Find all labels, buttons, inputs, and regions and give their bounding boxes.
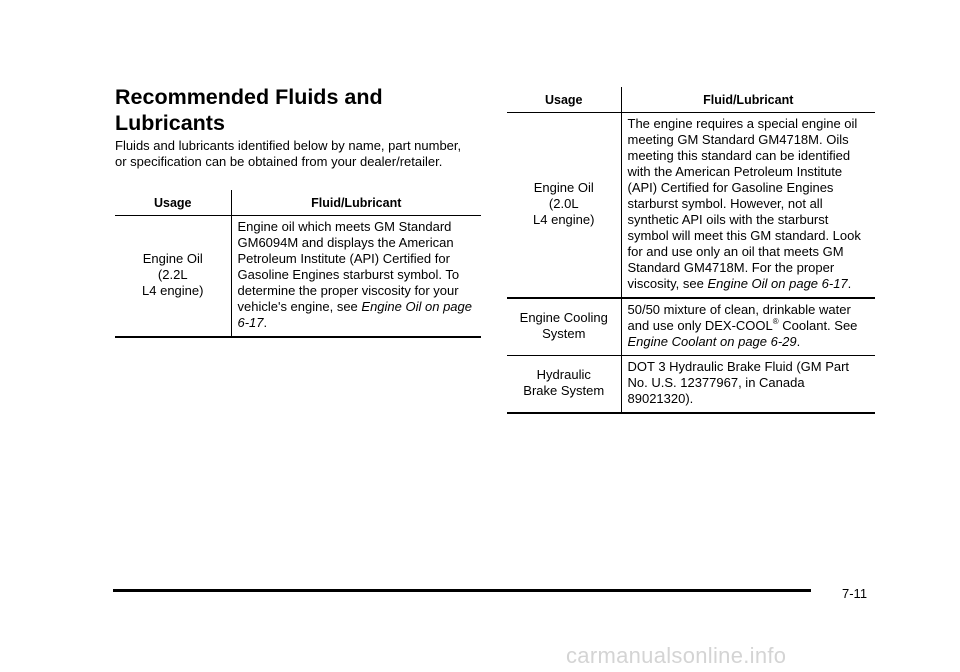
cross-reference-link[interactable]: Engine Oil on page 6-17 xyxy=(237,299,472,330)
fluid-text: The engine requires a special engine oil meeting GM Standard GM4718M. Oils meeting this standard can be identified with the American Petroleum Institute (API) Certified for Gasoline Engines starburst symbol. However, not all synthetic API oils with the starburst symbol will meet this GM standard. Look for and use only an oil that meets GM Standard GM4718M. For the proper viscosity, see xyxy=(627,116,861,291)
registered-mark: ® xyxy=(772,317,779,326)
fluid-text: 50/50 mixture of clean, drinkable water and use only DEX-COOL xyxy=(627,302,851,333)
fluid-cell xyxy=(231,216,481,338)
usage-cell: Hydraulic Brake System xyxy=(507,356,621,414)
intro-paragraph: Fluids and lubricants identified below by name, part number, or specification can be obtained from your dealer/retailer. xyxy=(115,138,462,169)
fluid-text-end: . xyxy=(263,315,268,330)
usage-cell: Engine Oil (2.0L L4 engine) xyxy=(507,113,621,299)
table-header-row xyxy=(115,190,481,216)
fluid-column-header: Fluid/Lubricant xyxy=(311,195,402,210)
footer-rule xyxy=(113,589,811,592)
cross-reference-link[interactable]: Engine Coolant on page 6-29 xyxy=(627,334,797,349)
usage-cell: Engine Cooling System xyxy=(507,298,621,356)
table-row xyxy=(507,298,875,356)
usage-column-header: Usage xyxy=(115,190,231,216)
table-header-row xyxy=(507,87,875,113)
fluid-cell xyxy=(621,298,875,356)
table-row xyxy=(507,356,875,414)
fluid-text-2: Coolant. See xyxy=(778,318,858,333)
usage-column-header: Usage xyxy=(507,87,621,113)
page-number: 7-11 xyxy=(842,586,868,601)
table-row xyxy=(507,113,875,299)
fluid-column-header: Fluid/Lubricant xyxy=(703,92,794,107)
fluid-cell: DOT 3 Hydraulic Brake Fluid (GM Part No. U.S. 12377967, in Canada 89021320). xyxy=(627,359,850,406)
cross-reference-link[interactable]: Engine Oil on page 6-17 xyxy=(707,276,848,291)
fluid-text: Engine oil which meets GM Standard GM6094M and displays the American Petroleum Institute (API) Certified for Gasoline Engines starburst symbol. To determine the proper viscosity for your vehicle's engine, see xyxy=(237,219,460,314)
fluid-text-end: . xyxy=(796,334,801,349)
watermark: carmanualsonline.info xyxy=(566,643,787,668)
fluid-cell xyxy=(621,113,875,299)
fluids-table-right xyxy=(507,87,875,414)
fluids-table-left xyxy=(115,190,481,338)
section-heading: Recommended Fluids and Lubricants xyxy=(115,85,383,135)
fluid-text-end: . xyxy=(847,276,852,291)
table-row xyxy=(115,216,481,338)
usage-cell: Engine Oil (2.2L L4 engine) xyxy=(115,216,231,338)
